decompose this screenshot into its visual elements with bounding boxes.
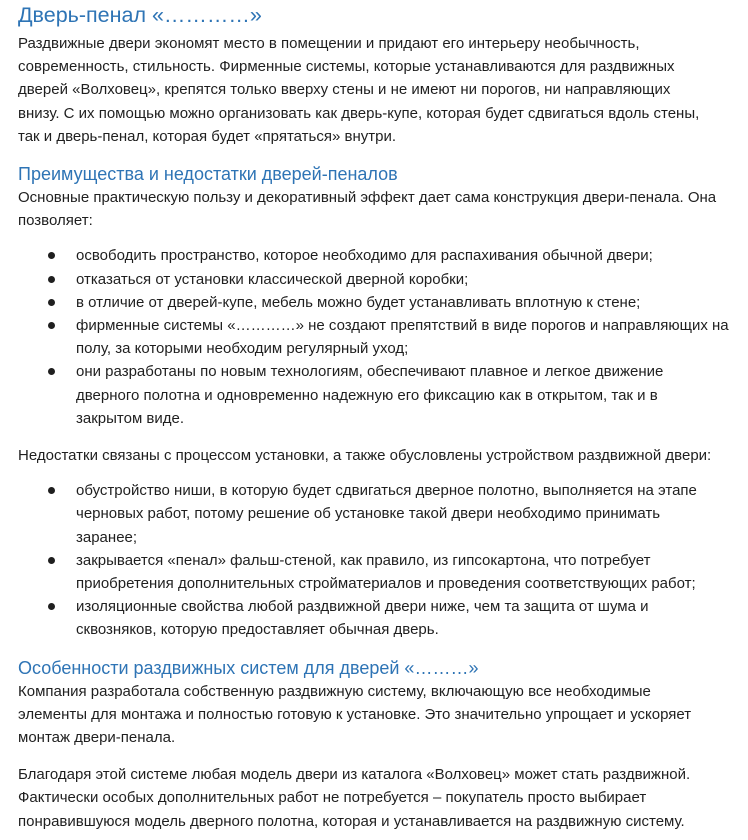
list-item: закрывается «пенал» фальш-стеной, как правило, из гипсокартона, что потребует приобретения дополнительных стройматериалов и проведения соответствующих работ; — [18, 549, 748, 595]
bullet-icon — [48, 252, 55, 259]
section-heading-advantages: Преимущества и недостатки дверей-пеналов — [18, 164, 398, 185]
list-item: освободить пространство, которое необходимо для распахивания обычной двери; — [18, 244, 748, 267]
bullet-icon — [48, 368, 55, 375]
advantages-list — [18, 244, 748, 430]
systems-paragraph-1: Компания разработала собственную раздвижную систему, включающую все необходимые элементы для монтажа и полностью готовую к установке. Это значительно упрощает и ускоряет монтаж двери-пенала. — [18, 682, 692, 747]
bullet-icon — [48, 557, 55, 564]
intro-paragraph: Раздвижные двери экономят место в помещении и придают его интерьеру необычность, современность, стильность. Фирменные системы, которые устанавливаются для раздвижных дверей «Волховец», крепятся только вверху стены и не имеют ни порогов, ни направляющих внизу. С их помощью можно организовать как дверь-купе, которая будет сдвигаться вдоль стены, так и дверь-пенал, которая будет «прятаться» внутри. — [18, 35, 700, 145]
bullet-icon — [48, 487, 55, 494]
bullet-icon — [48, 322, 55, 329]
list-item: отказаться от установки классической дверной коробки; — [18, 268, 748, 291]
document-page — [18, 0, 748, 833]
bullet-icon — [48, 276, 55, 283]
drawbacks-lead: Недостатки связаны с процессом установки, а также обусловлены устройством раздвижной двери: — [18, 447, 712, 465]
page-title: Дверь-пенал «…………» — [18, 3, 262, 27]
section-heading-systems: Особенности раздвижных систем для дверей «………» — [18, 657, 479, 678]
advantages-lead: Основные практическую пользу и декоративный эффект дает сама конструкция двери-пенала. Она позволяет: — [18, 189, 717, 230]
list-item: они разработаны по новым технологиям, обеспечивают плавное и легкое движение дверного полотна и одновременно надежную его фиксацию как в открытом, так и в закрытом виде. — [18, 360, 748, 430]
drawbacks-list — [18, 479, 748, 641]
bullet-icon — [48, 299, 55, 306]
bullet-icon — [48, 603, 55, 610]
list-item: фирменные системы «…………» не создают препятствий в виде порогов и направляющих на полу, за которыми необходим регулярный уход; — [18, 314, 748, 360]
systems-paragraph-2: Благодаря этой системе любая модель двери из каталога «Волховец» может стать раздвижной. Фактически особых дополнительных работ не потребуется – покупатель просто выбирает понравившуюся модель дверного полотна, которая и устанавливается на раздвижную систему. — [18, 766, 691, 830]
list-item: обустройство ниши, в которую будет сдвигаться дверное полотно, выполняется на этапе черновых работ, потому решение об установке такой двери необходимо принимать заранее; — [18, 479, 748, 549]
list-item: изоляционные свойства любой раздвижной двери ниже, чем та защита от шума и сквозняков, которую предоставляет обычная дверь. — [18, 595, 748, 641]
list-item: в отличие от дверей-купе, мебель можно будет устанавливать вплотную к стене; — [18, 291, 748, 314]
